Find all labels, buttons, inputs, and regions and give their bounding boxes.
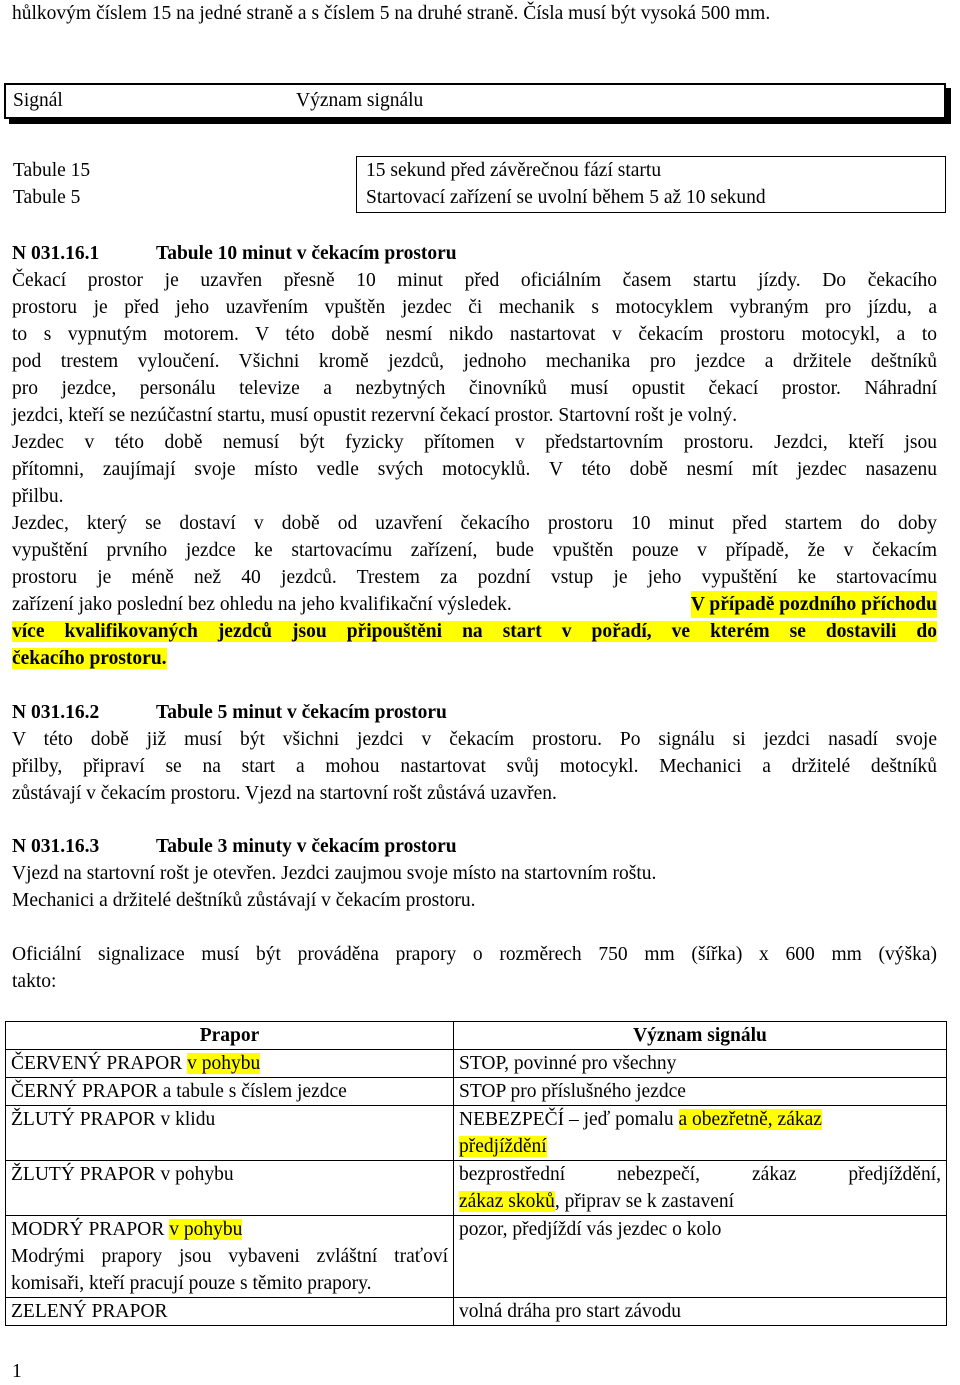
flag-cell: ZELENÝ PRAPOR — [6, 1298, 454, 1326]
highlighted-text: čekacího prostoru. — [12, 648, 167, 669]
flag-cell: ČERNÝ PRAPOR a tabule s číslem jezdce — [6, 1078, 454, 1106]
signal-table-header — [4, 83, 946, 119]
highlighted-text: více kvalifikovaných jezdců jsou připouštěni na start v pořadí, ve kterém se dostavili do — [12, 621, 937, 642]
page-number: 1 — [12, 1361, 22, 1382]
table-row — [6, 1161, 947, 1216]
paragraph-line: to s vypnutým motorem. V této době nesmí nikdo nastartovat v čekacím prostoru motocykl, a to — [12, 324, 937, 345]
paragraph-line: přilby, připraví se na start a mohou nastartovat svůj motocykl. Mechanici a držitelé deštníků — [12, 756, 937, 777]
flag-cell — [6, 1050, 454, 1078]
meaning-cell — [454, 1161, 947, 1216]
section-title: Tabule 10 minut v čekacím prostoru — [156, 243, 457, 264]
flag-cell: ŽLUTÝ PRAPOR v pohybu — [6, 1161, 454, 1216]
table-row — [6, 1106, 947, 1161]
paragraph-line: pro jezdce, personálu televize a nezbytných činovníků musí opustit čekací prostor. Náhradní — [12, 378, 937, 399]
meaning-cell: STOP, povinné pro všechny — [454, 1050, 947, 1078]
highlighted-text: a obezřetně, zákaz — [678, 1109, 822, 1130]
paragraph-line — [12, 645, 937, 672]
signal-row-2-meaning: Startovací zařízení se uvolní během 5 až 10 sekund — [366, 187, 766, 208]
meaning-cell: pozor, předjíždí vás jezdec o kolo — [454, 1216, 947, 1298]
paragraph-line: Čekací prostor je uzavřen přesně 10 minut před oficiálním časem startu jízdy. Do čekacího — [12, 270, 937, 291]
section-title: Tabule 5 minut v čekacím prostoru — [156, 702, 447, 723]
meaning-cell: STOP pro příslušného jezdce — [454, 1078, 947, 1106]
highlighted-text: v pohybu — [169, 1219, 243, 1240]
table-header-row — [6, 1022, 947, 1050]
paragraph-line: pod trestem vyloučení. Všichni kromě jezdců, jednoho mechanika pro jezdce a držitele deštníků — [12, 351, 937, 372]
official-signalling-text: Oficiální signalizace musí být prováděna prapory o rozměrech 750 mm (šířka) x 600 mm (výška) — [12, 944, 937, 965]
paragraph-line: vypuštění prvního jezdce ke startovacímu zařízení, bude vpuštěn pouze v případě, že v čekacím — [12, 540, 937, 561]
signal-header-signal: Signál — [13, 90, 63, 111]
flag-table — [5, 1021, 947, 1326]
meaning-cell — [454, 1106, 947, 1161]
section-number: N 031.16.3 — [12, 836, 100, 857]
section-title: Tabule 3 minuty v čekacím prostoru — [156, 836, 457, 857]
paragraph-text: zařízení jako poslední bez ohledu na jeho kvalifikační výsledek. — [12, 594, 512, 615]
signal-header-meaning: Význam signálu — [296, 90, 424, 111]
section-number: N 031.16.2 — [12, 702, 100, 723]
paragraph-line: Vjezd na startovní rošt je otevřen. Jezdci zaujmou svoje místo na startovním roštu. — [12, 863, 657, 884]
table-row — [6, 1050, 947, 1078]
highlighted-text: V případě pozdního příchodu — [691, 591, 937, 618]
signal-row-1-signal: Tabule 15 — [13, 160, 91, 181]
paragraph-line — [12, 591, 937, 618]
table-row — [6, 1298, 947, 1326]
paragraph-line: Mechanici a držitelé deštníků zůstávají v čekacím prostoru. — [12, 890, 476, 911]
intro-text: hůlkovým číslem 15 na jedné straně a s číslem 5 na druhé straně. Čísla musí být vysoká 500 mm. — [12, 3, 771, 24]
highlighted-text: předjíždění — [459, 1136, 547, 1157]
paragraph-line: přítomni, zaujímají svoje místo vedle svých motocyklů. V této době nesmí mít jezdec nasazenu — [12, 459, 937, 480]
signal-row-2-signal: Tabule 5 — [13, 187, 81, 208]
flag-note: Modrými prapory jsou vybaveni zvláštní traťoví komisaři, kteří pracují pouze s těmito prapory. — [11, 1246, 448, 1294]
header-meaning: Význam signálu — [454, 1022, 947, 1050]
meaning-text: bezprostřední nebezpečí, zákaz předjíždění, — [459, 1164, 941, 1185]
meaning-text: , připrav se k zastavení — [554, 1191, 735, 1212]
table-row — [6, 1216, 947, 1298]
section-number: N 031.16.1 — [12, 243, 100, 264]
meaning-cell: volná dráha pro start závodu — [454, 1298, 947, 1326]
header-flag: Prapor — [6, 1022, 454, 1050]
official-signalling-text: takto: — [12, 971, 57, 992]
flag-name: ČERVENÝ PRAPOR — [11, 1053, 188, 1074]
paragraph-line: jezdci, kteří se nezúčastní startu, musí opustit rezervní čekací prostor. Startovní rošt je volný. — [12, 405, 738, 426]
paragraph-line: prostoru je před jeho uzavřením vpuštěn jezdec či mechanik s motocyklem vybraným pro jízdu, a — [12, 297, 937, 318]
signal-row-1-meaning: 15 sekund před závěrečnou fází startu — [366, 160, 662, 181]
paragraph-line: V této době již musí být všichni jezdci v čekacím prostoru. Po signálu si jezdci nasadí svoje — [12, 729, 937, 750]
table-row — [6, 1078, 947, 1106]
paragraph-line: Jezdec v této době nemusí být fyzicky přítomen v předstartovním prostoru. Jezdci, kteří jsou — [12, 432, 937, 453]
highlighted-text: zákaz skoků — [459, 1191, 555, 1212]
flag-name: MODRÝ PRAPOR — [11, 1219, 170, 1240]
highlighted-text: v pohybu — [187, 1053, 261, 1074]
paragraph-line — [12, 618, 937, 645]
meaning-text: NEBEZPEČÍ – jeď pomalu — [459, 1109, 674, 1130]
paragraph-line: prostoru je méně než 40 jezdců. Trestem za pozdní vstup je jeho vypuštění ke startovacímu — [12, 567, 937, 588]
paragraph-line: přilbu. — [12, 486, 64, 507]
flag-cell — [6, 1216, 454, 1298]
paragraph-line: Jezdec, který se dostaví v době od uzavření čekacího prostoru 10 minut před startem do doby — [12, 513, 937, 534]
paragraph-line: zůstávají v čekacím prostoru. Vjezd na startovní rošt zůstává uzavřen. — [12, 783, 557, 804]
flag-cell: ŽLUTÝ PRAPOR v klidu — [6, 1106, 454, 1161]
